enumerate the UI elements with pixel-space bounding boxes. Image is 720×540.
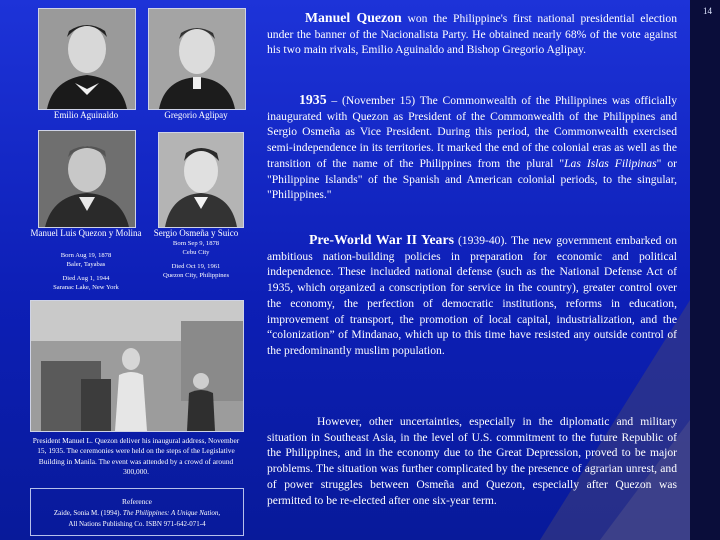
quezon-photo [38,130,136,228]
quezon-died: Died Aug 1, 1944 [62,275,110,282]
osmena-born: Born Sep 9, 1878 [172,240,220,247]
inauguration-photo [30,300,244,432]
inauguration-caption: President Manuel L. Quezon deliver his inaugural address, November 15, 1935. The ceremonies were held on the steps of the Legislative Building in Manila. The event was attended by a crowd of around 300,000. [32,436,240,477]
paragraph-text: However, other uncertainties, especially in the diplomatic and military situation in Southeast Asia, in the level of U.S. commitment to the future Republic of the Philippines, and in the economy due to the Great Depression, proved to be major problems. The situation was further complicated by the presence of agrarian unrest, and of power struggles between Osmeña and Quezon, especially after Quezon was permitted to be re-elected after one six-year term. [267,415,677,507]
aglipay-photo [148,8,246,110]
paragraph-commonwealth [267,92,677,203]
paragraph-text: – (November 15) The Commonwealth of the Philippines was officially inaugurated with Quezon as President of the Commonwealth of the Philippines and Sergio Osmeña as Vice President. During this period, the Commonwealth exercised semi-independence in its territories. It marked the end of the colonial eras as well as the transition of the name of the Philippines from the plural " [267,94,677,170]
osmena-died-place: Quezon City, Philippines [162,272,230,279]
reference-book-title: The Philippines: A Unique Nation [122,508,219,517]
portrait-image [159,133,243,227]
reference-box [30,488,244,536]
inauguration-image [31,301,243,431]
portrait-image [39,131,135,227]
paragraph-uncertainties [267,414,677,508]
quezon-born: Born Aug 19, 1878 [60,252,112,259]
reference-author: Zaide, Sonia M. (1994). [53,508,123,517]
paragraph-text-b: " or "Philippine Islands" of the Spanish and American colonial periods, to the singular, "Philippines." [267,156,678,202]
portrait-image [39,9,135,109]
paragraph-italic: Las Islas Filipinas [564,156,657,170]
reference-sep: , [218,508,221,517]
paragraph-lead: 1935 [299,92,327,107]
paragraph-quezon-election [267,10,677,58]
aguinaldo-caption: Emilio Aguinaldo [53,110,119,120]
right-dark-panel [690,0,720,540]
paragraph-lead: Manuel Quezon [305,10,402,25]
page-number: 14 [703,6,712,16]
aguinaldo-photo [38,8,136,110]
reference-line1 [31,509,243,519]
osmena-died: Died Oct 19, 1961 [171,263,221,270]
quezon-born-place: Baler, Tayabas [66,261,106,268]
portrait-image [149,9,245,109]
reference-line2: All Nations Publishing Co. ISBN 971-642-071-4 [68,520,206,528]
quezon-died-place: Saranac Lake, New York [53,284,119,291]
osmena-caption: Sergio Osmeña y Suico [153,228,239,238]
paragraph-lead: Pre-World War II Years [309,232,454,247]
quezon-caption: Manuel Luis Quezon y Molina [30,228,142,238]
aglipay-caption: Gregorio Aglipay [164,110,228,120]
osmena-born-place: Cebu City [182,249,210,256]
paragraph-prewar [267,232,677,359]
reference-title: Reference [122,497,152,506]
paragraph-text: won the Philippine's first national presidential election under the banner of the Nacionalista Party. He obtained nearly 68% of the vote against his two main rivals, Emilio Aguinaldo and Bishop Gregorio Aglipay. [267,12,677,57]
osmena-photo [158,132,244,228]
paragraph-text: (1939-40). The new government embarked on ambitious nation-building policies in preparation for economic and political independence. These included national defense (such as the National Defense Act of 1935, which organized a conscription for service in the country), greater control over the economy, the perfection of democratic institutions, reforms in education, improvement of transport, the promotion of local capital, industrialization, and the “colonization” of Mindanao, which up to this time have resisted any outside control of the predominantly muslim population. [267,234,677,357]
